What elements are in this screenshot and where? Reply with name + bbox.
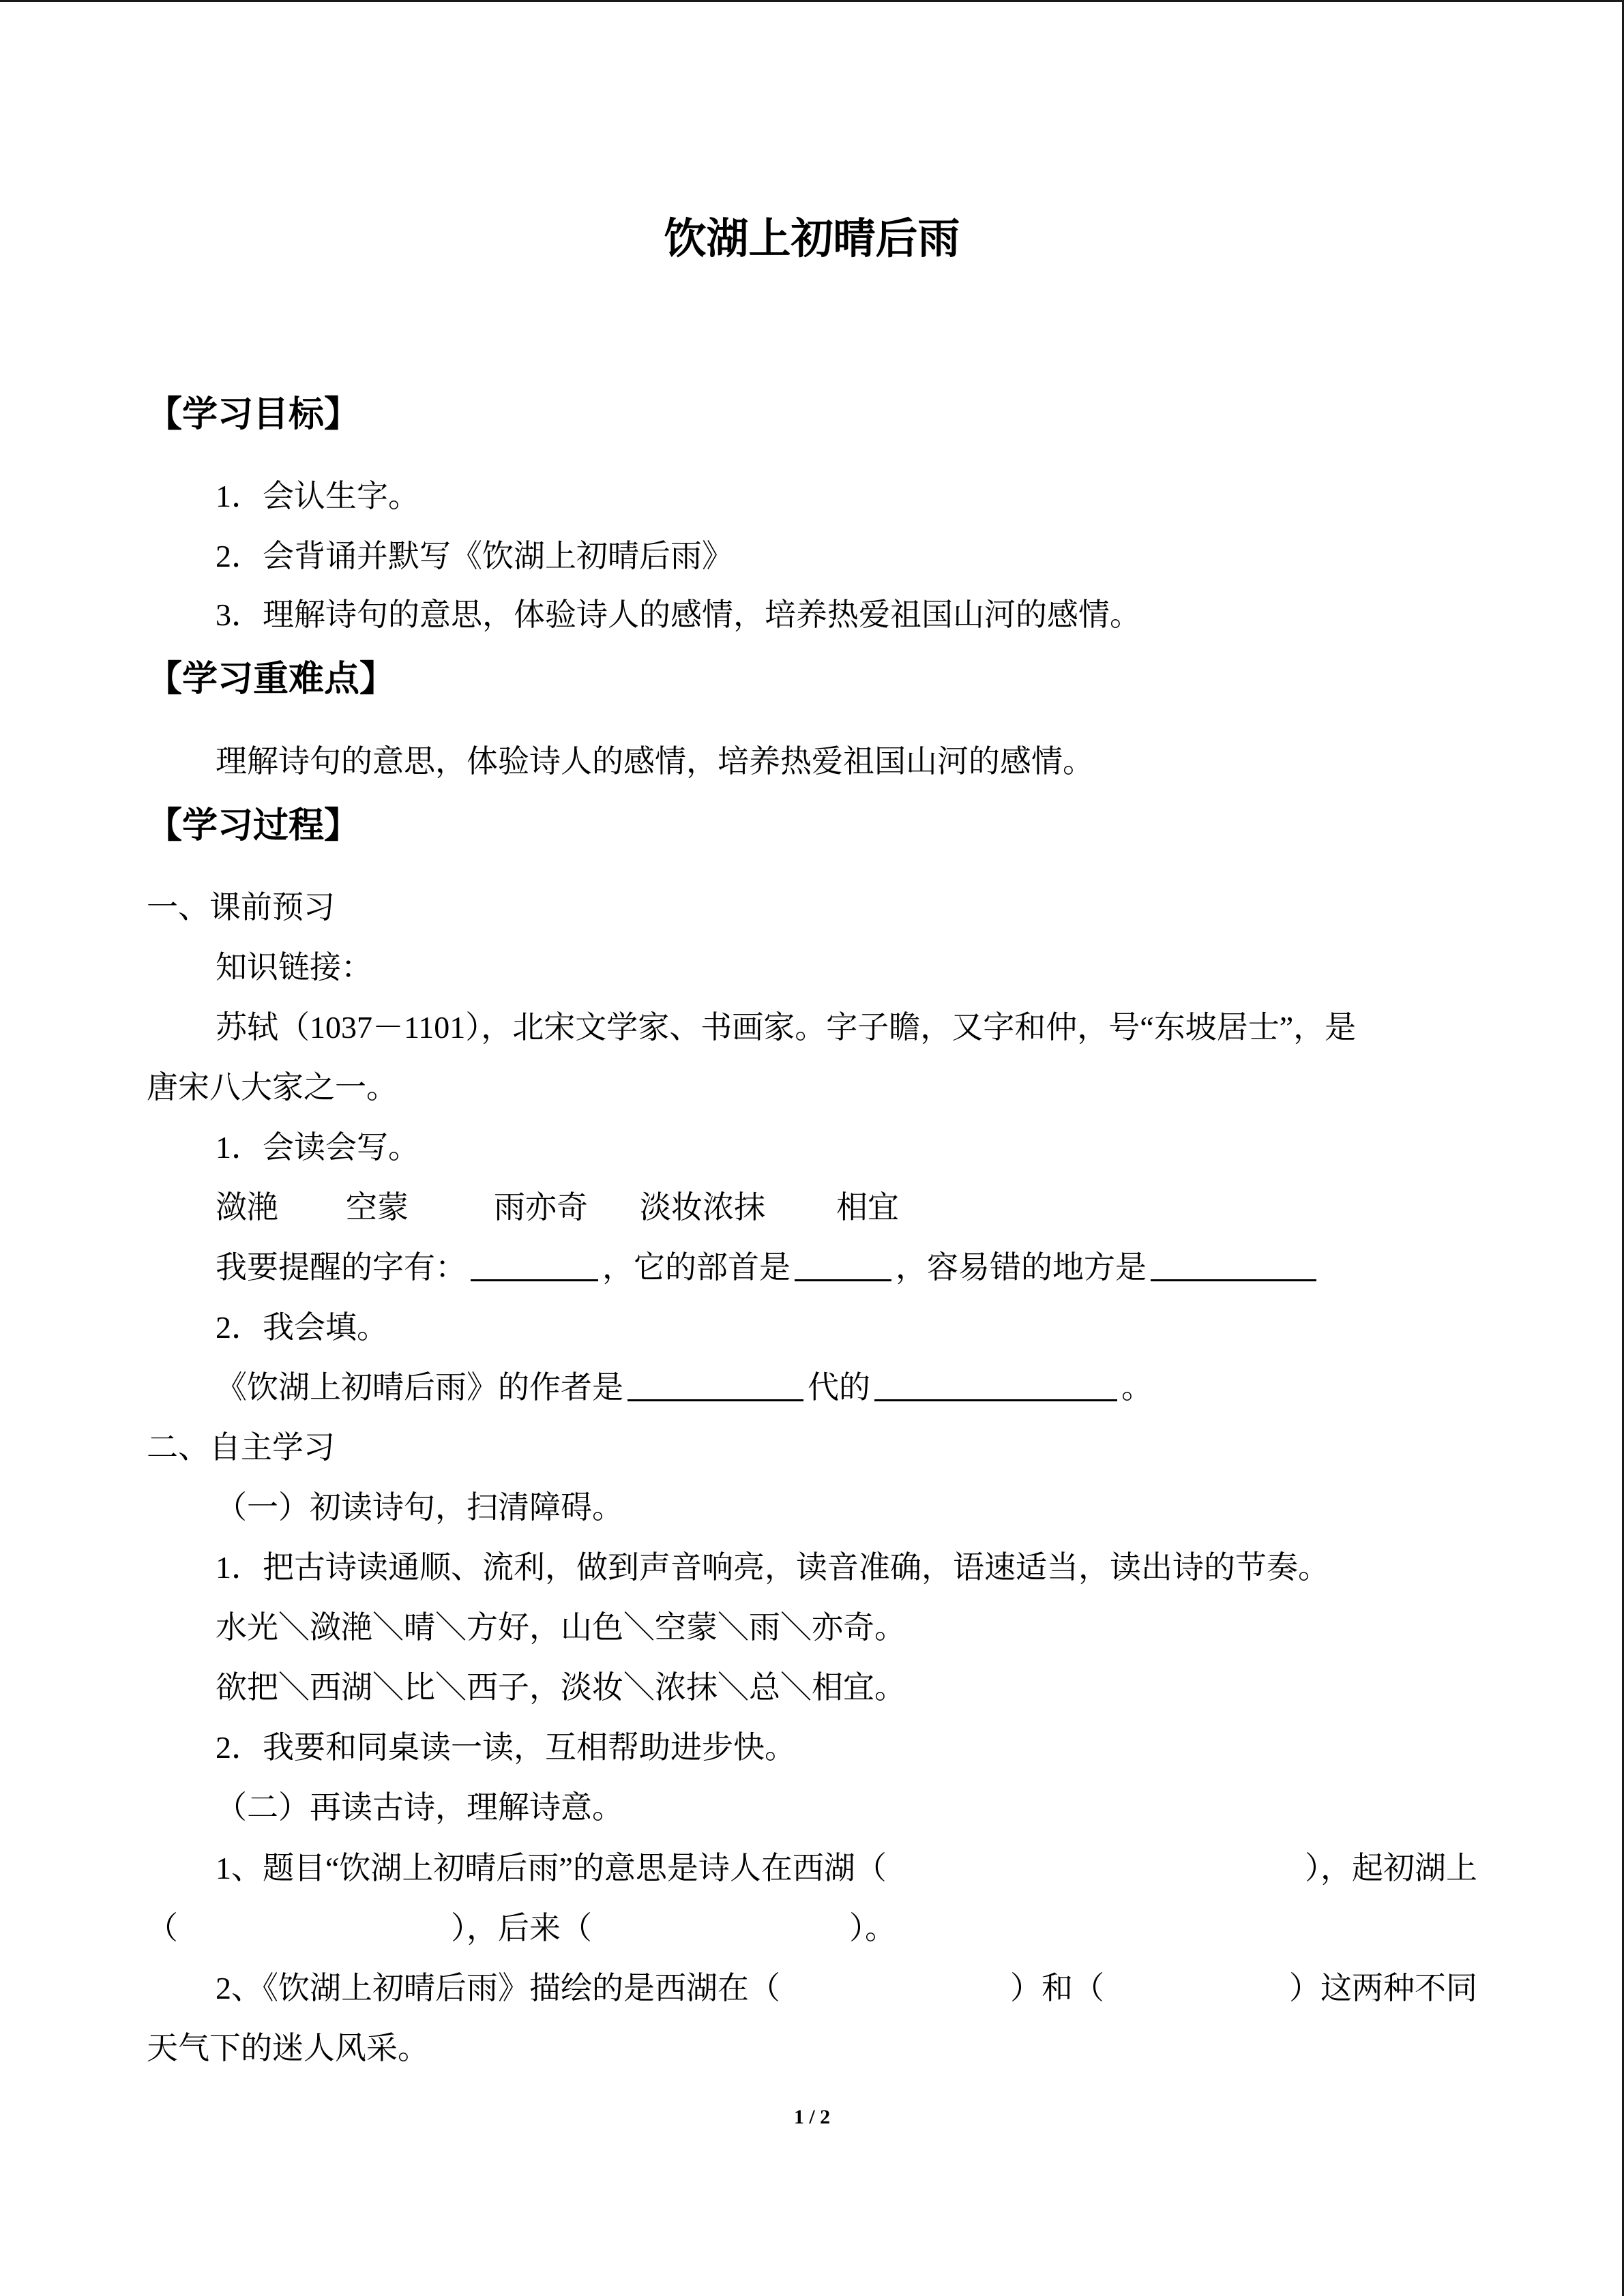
fill-blank: [1151, 1252, 1316, 1281]
objective-item: 1．会认生字。: [216, 479, 419, 513]
knowledge-link-label: 知识链接：: [216, 950, 372, 985]
reading-instruction: 1．把古诗读通顺、流利，做到声音响亮，读音准确，语速适当，读出诗的节奏。: [216, 1550, 1329, 1585]
part1-title: 一、课前预习: [147, 890, 335, 925]
read-write-question: 1．会读会写。: [216, 1130, 419, 1165]
part2-title: 二、自主学习: [147, 1430, 335, 1465]
question-text: ）。: [849, 1911, 896, 1945]
objective-item: 2．会背诵并默写《饮湖上初晴后雨》: [216, 539, 733, 573]
vocabulary-word: 相宜: [836, 1190, 899, 1225]
fill-blank: [874, 1372, 1117, 1401]
subsection-title: （二）再读古诗，理解诗意。: [216, 1790, 623, 1825]
vocabulary-row: [0, 1187, 1624, 1228]
objective-item: 3．理解诗句的意思，体验诗人的感情，培养热爱祖国山河的感情。: [216, 597, 1141, 632]
question-text: ）这两种不同: [1289, 1971, 1477, 2006]
reminder-text: ，它的部首是: [602, 1250, 791, 1285]
scene-question-cont: 天气下的迷人风采。: [147, 2031, 429, 2066]
poem-line: 欲把＼西湖＼比＼西子，淡妆＼浓抹＼总＼相宜。: [216, 1670, 906, 1705]
scene-question: [216, 1968, 1477, 2009]
subsection-title: （一）初读诗句，扫清障碍。: [216, 1490, 623, 1525]
title-meaning-question-cont: [0, 1908, 1624, 1949]
vocabulary-word: 雨亦奇: [494, 1190, 588, 1225]
document-title: 饮湖上初晴后雨: [664, 213, 960, 263]
page-border-top: [0, 0, 1624, 2]
reminder-text: ，容易错的地方是: [896, 1250, 1147, 1285]
fill-text: 。: [1121, 1370, 1153, 1405]
key-points-text: 理解诗句的意思，体验诗人的感情，培养热爱祖国山河的感情。: [216, 744, 1094, 779]
reminder-text: 我要提醒的字有：: [216, 1250, 467, 1285]
question-text: ）和（: [1010, 1971, 1104, 2006]
question-text: ），后来（: [451, 1911, 592, 1945]
fill-text: 代的: [808, 1370, 870, 1405]
title-meaning-question: [216, 1848, 1477, 1889]
author-fill-line: [216, 1367, 1153, 1408]
fill-blank: [471, 1252, 598, 1281]
partner-reading-instruction: 2．我要和同桌读一读，互相帮助进步快。: [216, 1730, 796, 1765]
vocabulary-word: 淡妆浓抹: [640, 1190, 765, 1225]
poem-line: 水光＼潋滟＼晴＼方好，山色＼空蒙＼雨＼亦奇。: [216, 1610, 906, 1645]
vocabulary-word: 空蒙: [346, 1190, 409, 1225]
question-text: ），起初湖上: [1305, 1851, 1477, 1885]
reminder-line: [216, 1247, 1320, 1288]
question-text: 2、《饮湖上初晴后雨》描绘的是西湖在（: [216, 1971, 780, 2006]
vocabulary-word: 潋滟: [216, 1190, 278, 1225]
fill-in-question: 2．我会填。: [216, 1310, 388, 1345]
key-points-heading: 【学习重难点】: [147, 659, 396, 700]
question-text: （: [147, 1911, 178, 1945]
objectives-heading: 【学习目标】: [147, 394, 360, 435]
question-text: 1、题目“饮湖上初晴后雨”的意思是诗人在西湖（: [216, 1851, 887, 1885]
process-heading: 【学习过程】: [147, 805, 360, 846]
fill-blank: [628, 1372, 803, 1401]
fill-blank: [795, 1252, 891, 1281]
fill-text: 《饮湖上初晴后雨》的作者是: [216, 1370, 623, 1405]
author-bio-line-1: 苏轼（1037－1101），北宋文学家、书画家。字子瞻，又字和仲，号“东坡居士”，是: [216, 1010, 1357, 1045]
author-bio-line-2: 唐宋八大家之一。: [147, 1070, 398, 1105]
page-number: 1 / 2: [793, 2106, 831, 2128]
